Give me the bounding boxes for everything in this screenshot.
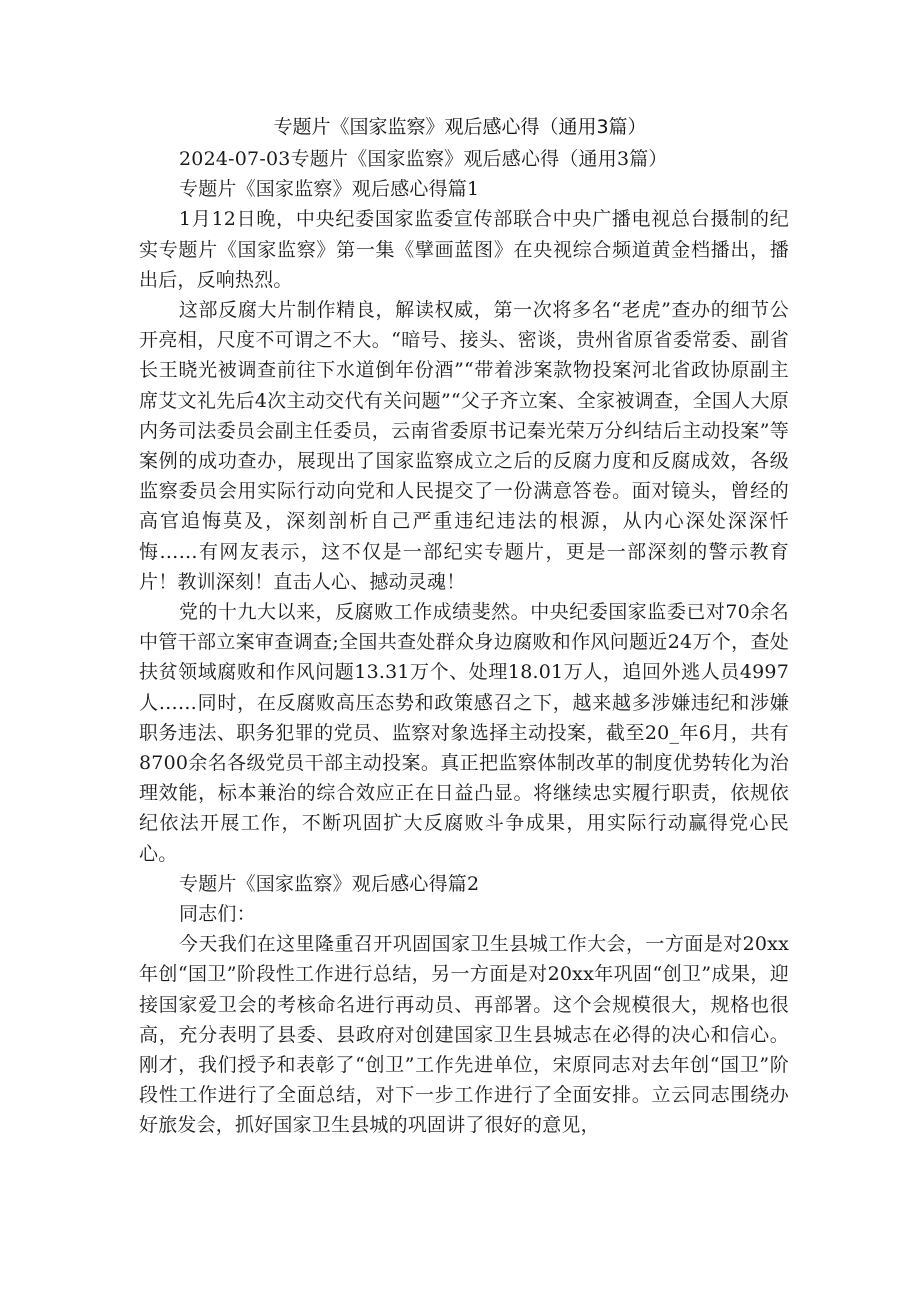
document-body <box>139 144 789 1141</box>
section-1-paragraph-2: 这部反腐大片制作精良，解读权威，第一次将多名“老虎”查办的细节公开亮相，尺度不可谓之不大。“暗号、接头、密谈，贵州省原省委常委、副省长王晓光被调查前往下水道倒年份酒”“带着涉案款物投案河北省政协原副主席艾文礼先后4次主动交代有关问题”“父子齐立案、全家被调查，全国人大原内务司法委员会副主任委员，云南省委原书记秦光荣万分纠结后主动投案”等案例的成功查办，展现出了国家监察成立之后的反腐力度和反腐成效，各级监察委员会用实际行动向党和人民提交了一份满意答卷。面对镜头，曾经的高官追悔莫及，深刻剖析自己严重违纪违法的根源，从内心深处深深忏悔……有网友表示，这不仅是一部纪实专题片，更是一部深刻的警示教育片！教训深刻！直击人心、撼动灵魂！ <box>139 298 789 593</box>
section-1-paragraph-3: 党的十九大以来，反腐败工作成绩斐然。中央纪委国家监委已对70余名中管干部立案审查调查;全国共查处群众身边腐败和作风问题近24万个，查处扶贫领域腐败和作风问题13.31万个、处理18.01万人，追回外逃人员4997人……同时，在反腐败高压态势和政策感召之下，越来越多涉嫌违纪和涉嫌职务违法、职务犯罪的党员、监察对象选择主动投案，截至20_年6月，共有8700余名各级党员干部主动投案。真正把监察体制改革的制度优势转化为治理效能，标本兼治的综合效应正在日益凸显。将继续忠实履行职责，依规依纪依法开展工作，不断巩固扩大反腐败斗争成果，用实际行动赢得党心民心。 <box>139 601 789 865</box>
section-2-salutation: 同志们： <box>179 903 256 926</box>
section-2-paragraph-1: 今天我们在这里隆重召开巩固国家卫生县城工作大会，一方面是对20xx年创“国卫”阶段性工作进行总结，另一方面是对20xx年巩固“创卫”成果，迎接国家爱卫会的考核命名进行再动员、再部署。这个会规模很大，规格也很高，充分表明了县委、县政府对创建国家卫生县城志在必得的决心和信心。刚才，我们授予和表彰了“创卫”工作先进单位，宋原同志对去年创“国卫”阶段性工作进行了全面总结，对下一步工作进行了全面安排。立云同志围绕办好旅发会，抓好国家卫生县城的巩固讲了很好的意见， <box>139 933 789 1137</box>
section-2-heading: 专题片《国家监察》观后感心得篇2 <box>179 872 480 895</box>
section-1-paragraph-1: 1月12日晚，中央纪委国家监委宣传部联合中央广播电视总台摄制的纪实专题片《国家监察》第一集《擘画蓝图》在央视综合频道黄金档播出，播出后，反响热烈。 <box>139 208 789 291</box>
section-1-heading: 专题片《国家监察》观后感心得篇1 <box>179 178 480 201</box>
document-title: 专题片《国家监察》观后感心得（通用3篇） <box>273 116 647 138</box>
document-date-line: 2024-07-03专题片《国家监察》观后感心得（通用3篇） <box>179 148 668 170</box>
